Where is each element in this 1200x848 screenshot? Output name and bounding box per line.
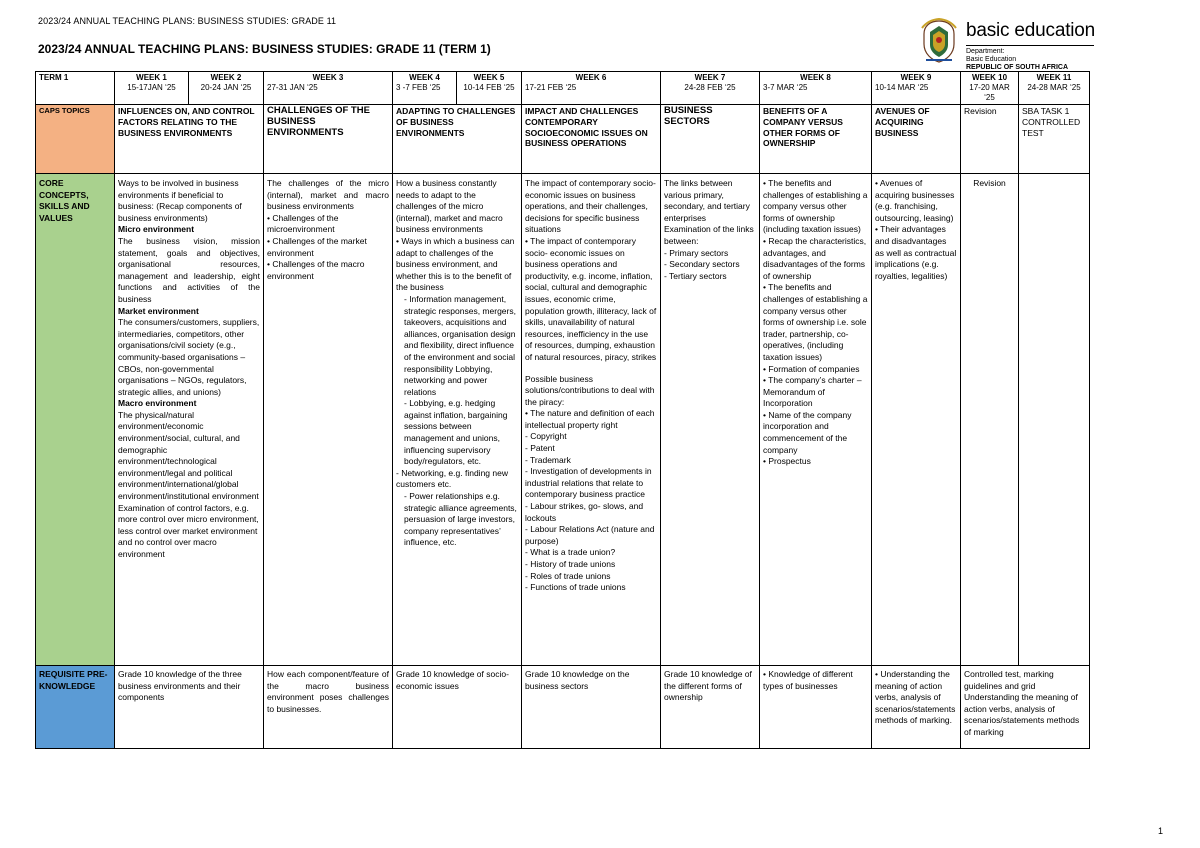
logo-rule xyxy=(966,45,1094,46)
page-number: 1 xyxy=(1158,826,1164,836)
core-week-1-2: Ways to be involved in business environments if beneficial to business: (Recap components of business environments) Micro environment The business vision, mission statement, goals and objectives, organisational resources, management and leadership, eight functions and activities of the business Market environment The consumers/customers, suppliers, intermediaries, competitors, other organisations/civil society (e.g., community-based organisations – CBOs, non-governmental organisations – NGOs, regulators, strategic allies, and unions) Macro environment The physical/natural environment/economic environment/social, cultural, and demographic environment/technological environment/legal and political environment/international/global environment/institutional environment Examination of control factors, e.g. more control over micro environment, less control over market environment and no control over macro environment xyxy=(115,174,264,666)
logo-line: Basic Education xyxy=(966,56,1017,63)
caps-topic: SBA TASK 1 CONTROLLED TEST xyxy=(1019,105,1090,174)
logo-brand: basic education xyxy=(966,20,1096,41)
week-header: WEEK 8 3-7 MAR ‘25 xyxy=(760,72,872,105)
caps-topic: Revision xyxy=(961,105,1019,174)
caps-topics-label: CAPS TOPICS xyxy=(36,105,115,174)
annual-teaching-plan-table xyxy=(35,71,1090,749)
caps-topic: ADAPTING TO CHALLENGES OF BUSINESS ENVIRONMENTS xyxy=(393,105,522,174)
week-header: WEEK 6 17-21 FEB ‘25 xyxy=(522,72,661,105)
requisite-week-4-5: Grade 10 knowledge of socio-economic issues xyxy=(393,666,522,749)
caps-topic: BUSINESS SECTORS xyxy=(661,105,760,174)
core-concepts-label: CORE CONCEPTS, SKILLS AND VALUES xyxy=(36,174,115,666)
core-week-7: The links between various primary, secondary, and tertiary enterprises Examination of the links between: - Primary sectors - Secondary sectors - Tertiary sectors xyxy=(661,174,760,666)
core-week-9: • Avenues of acquiring businesses (e.g. franchising, outsourcing, leasing) • Their advantages and disadvantages as well as contractual implications (e.g. royalties, legalities) xyxy=(872,174,961,666)
core-week-8: • The benefits and challenges of establishing a company versus other forms of ownership (including taxation issues) • Recap the characteristics, advantages, and disadvantages of the forms of ownership • The benefits and challenges of establishing a company versus other forms of ownership i.e. sole trader, partnership, co-operatives, (including taxation issues) • Formation of companies • The company’s charter – Memorandum of Incorporation • Name of the company incorporation and commencement of the company • Prospectus xyxy=(760,174,872,666)
core-week-3: The challenges of the micro (internal), market and macro business environments • Challenges of the microenvironment • Challenges of the market environment • Challenges of the macro environment xyxy=(264,174,393,666)
caps-topics-row xyxy=(36,105,1090,174)
running-header: 2023/24 ANNUAL TEACHING PLANS: BUSINESS STUDIES: GRADE 11 xyxy=(38,16,337,26)
week-header: WEEK 1 15-17JAN ‘25 xyxy=(115,72,189,105)
logo-line: REPUBLIC OF SOUTH AFRICA xyxy=(966,64,1069,71)
caps-topic: BENEFITS OF A COMPANY VERSUS OTHER FORMS OF OWNERSHIP xyxy=(760,105,872,174)
logo-line: Department: xyxy=(966,48,1005,55)
week-header: WEEK 11 24-28 MAR ‘25 xyxy=(1019,72,1090,105)
requisite-row xyxy=(36,666,1090,749)
header-row xyxy=(36,72,1090,105)
caps-topic: IMPACT AND CHALLENGES CONTEMPORARY SOCIOECONOMIC ISSUES ON BUSINESS OPERATIONS xyxy=(522,105,661,174)
caps-topic: CHALLENGES OF THE BUSINESS ENVIRONMENTS xyxy=(264,105,393,174)
core-week-4-5: How a business constantly needs to adapt to the challenges of the micro (internal), market and macro business environments • Ways in which a business can adapt to challenges of the business environment, and whether this is to the benefit of the business - Information management, strategic responses, mergers, takeovers, acquisitions and alliances, organisation design and flexibility, direct influence of the environment and social responsibility Lobbying, networking and power relations - Lobbying, e.g. hedging against inflation, bargaining sessions between management and unions, influencing supervisory body/regulators, etc. - Networking, e.g. finding new customers etc. - Power relationships e.g. strategic alliance agreements, persuasion of large investors, company representatives’ influence, etc. xyxy=(393,174,522,666)
week-header: WEEK 3 27-31 JAN ‘25 xyxy=(264,72,393,105)
department-logo xyxy=(918,18,1098,71)
coat-of-arms-icon xyxy=(918,18,960,64)
week-header: WEEK 9 10-14 MAR ‘25 xyxy=(872,72,961,105)
week-header: WEEK 7 24-28 FEB ‘25 xyxy=(661,72,760,105)
requisite-label: REQUISITE PRE-KNOWLEDGE xyxy=(36,666,115,749)
caps-topic: AVENUES OF ACQUIRING BUSINESS xyxy=(872,105,961,174)
requisite-week-1-2: Grade 10 knowledge of the three business environments and their components xyxy=(115,666,264,749)
week-header: WEEK 2 20-24 JAN ‘25 xyxy=(189,72,264,105)
core-week-11 xyxy=(1019,174,1090,666)
week-header: WEEK 4 3 -7 FEB ‘25 xyxy=(393,72,457,105)
requisite-week-8: • Knowledge of different types of businesses xyxy=(760,666,872,749)
requisite-week-6: Grade 10 knowledge on the business sectors xyxy=(522,666,661,749)
requisite-week-9: • Understanding the meaning of action verbs, analysis of scenarios/statements methods of marking. xyxy=(872,666,961,749)
requisite-week-7: Grade 10 knowledge of the different forms of ownership xyxy=(661,666,760,749)
requisite-week-3: How each component/feature of the macro business environment poses challenges to businesses. xyxy=(264,666,393,749)
core-concepts-row xyxy=(36,174,1090,666)
core-week-10: Revision xyxy=(961,174,1019,666)
requisite-week-10-11: Controlled test, marking guidelines and grid Understanding the meaning of action verbs, analysis of scenarios/statements methods of marking xyxy=(961,666,1090,749)
page-title: 2023/24 ANNUAL TEACHING PLANS: BUSINESS STUDIES: GRADE 11 (TERM 1) xyxy=(38,42,491,56)
caps-topic: INFLUENCES ON, AND CONTROL FACTORS RELATING TO THE BUSINESS ENVIRONMENTS xyxy=(115,105,264,174)
core-week-6: The impact of contemporary socio- economic issues on business operations, and their challenges, decisions for specific business situations • The impact of contemporary socio- economic issues on business operations and productivity, e.g. income, inflation, social, cultural and demographic issues, economic crime, population growth, illiteracy, lack of skills, unavailability of natural resources, inefficiency in the use of resources, dumping, exhaustion of natural resources, piracy, strikes Possible business solutions/contributions to deal with the piracy: • The nature and definition of each intellectual property right - Copyright - Patent - Trademark - Investigation of developments in industrial relations that relate to contemporary business practice - Labour strikes, go- slows, and lockouts - Labour Relations Act (nature and purpose) - What is a trade union? - History of trade unions - Roles of trade unions - Functions of trade unions xyxy=(522,174,661,666)
week-header: WEEK 5 10-14 FEB ‘25 xyxy=(457,72,522,105)
week-header: WEEK 10 17-20 MAR ‘25 xyxy=(961,72,1019,105)
term-label: TERM 1 xyxy=(36,72,115,105)
